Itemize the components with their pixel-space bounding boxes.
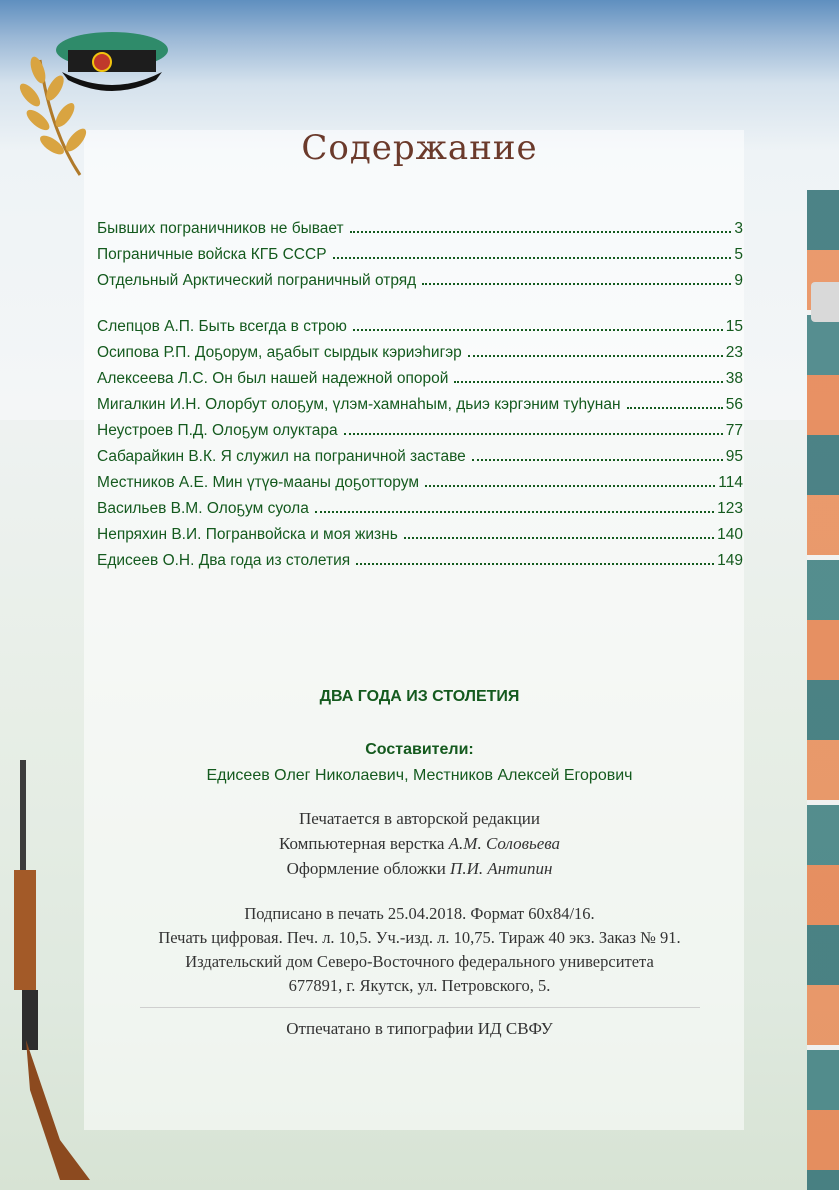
toc-entry-title: Сабарайкин В.К. Я служил на пограничной заставе	[97, 448, 466, 465]
toc-entry-page: 15	[725, 318, 743, 335]
toc-entry-page: 114	[718, 474, 743, 491]
toc-entry[interactable]	[97, 272, 743, 298]
toc-group-gap	[97, 298, 743, 318]
toc-leader	[353, 329, 723, 331]
edition-line: Печатается в авторской редакции	[298, 809, 541, 828]
toc-entry-title: Неустроев П.Д. Олоҕум олуктара	[97, 422, 338, 439]
toc-entry-title: Местников А.Е. Мин үтүө-мааны доҕотторум	[97, 474, 419, 491]
toc-entry[interactable]	[97, 474, 743, 500]
compilers-label: Составители:	[365, 741, 474, 758]
toc-entry[interactable]	[97, 526, 743, 552]
imprint-line: Подписано в печать 25.04.2018. Формат 60х84/16.	[244, 904, 595, 923]
imprint-line: 677891, г. Якутск, ул. Петровского, 5.	[288, 976, 551, 995]
toc-entry-page: 5	[734, 246, 743, 263]
toc-entry-page: 9	[734, 272, 743, 289]
toc-leader	[422, 283, 731, 285]
toc-entry[interactable]	[97, 370, 743, 396]
toc-entry-title: Алексеева Л.С. Он был нашей надежной опорой	[97, 370, 449, 387]
page-title: Содержание	[301, 128, 538, 168]
toc-leader	[356, 563, 714, 565]
toc-entry-title: Бывших пограничников не бывает	[97, 220, 344, 237]
edition-line	[0, 831, 839, 856]
toc-entry-title: Пограничные войска КГБ СССР	[97, 246, 327, 263]
toc-entry-page: 95	[725, 448, 743, 465]
toc-entry-title: Васильев В.М. Олоҕум суола	[97, 500, 309, 517]
layout-designer-name: А.М. Соловьева	[448, 834, 561, 853]
printed-at: Отпечатано в типографии ИД СВФУ	[286, 1019, 553, 1038]
edition-line	[0, 856, 839, 881]
toc-entry-title: Мигалкин И.Н. Олорбут олоҕум, үлэм-хамнаһым, дьиэ кэргэним туһунан	[97, 396, 621, 413]
toc-entry[interactable]	[97, 220, 743, 246]
toc-entry[interactable]	[97, 344, 743, 370]
toc-entry-title: Слепцов А.П. Быть всегда в строю	[97, 318, 347, 335]
toc-leader	[627, 407, 723, 409]
toc-entry-page: 3	[734, 220, 743, 237]
toc-entry[interactable]	[97, 396, 743, 422]
toc-leader	[315, 511, 714, 513]
toc-entry-title: Едисеев О.Н. Два года из столетия	[97, 552, 351, 569]
toc-entry-page: 38	[725, 370, 743, 387]
cover-label: Оформление обложки	[286, 859, 446, 878]
toc-entry-page: 23	[725, 344, 743, 361]
toc-entry[interactable]	[97, 422, 743, 448]
toc-entry-page: 140	[717, 526, 743, 543]
toc-entry-title: Отдельный Арктический пограничный отряд	[97, 272, 417, 289]
toc-entry-page: 77	[725, 422, 743, 439]
toc-entry[interactable]	[97, 246, 743, 272]
toc-entry-page: 56	[725, 396, 743, 413]
imprint-line: Издательский дом Северо-Восточного федерального университета	[185, 952, 654, 971]
divider	[140, 1007, 700, 1008]
toc-entry[interactable]	[97, 500, 743, 526]
toc-leader	[333, 257, 732, 259]
toc-entry-title: Осипова Р.П. Доҕорум, аҕабыт сырдык кэриэһигэр	[97, 344, 462, 361]
toc-entry-page: 123	[717, 500, 743, 517]
toc-entry-page: 149	[717, 552, 743, 569]
table-of-contents	[97, 220, 743, 578]
toc-leader	[425, 485, 715, 487]
imprint-info	[0, 902, 839, 998]
toc-entry[interactable]	[97, 552, 743, 578]
toc-entry[interactable]	[97, 318, 743, 344]
toc-entry[interactable]	[97, 448, 743, 474]
toc-leader	[468, 355, 723, 357]
toc-leader	[404, 537, 714, 539]
cover-designer-name: П.И. Антипин	[450, 859, 553, 878]
toc-leader	[454, 381, 722, 383]
edition-info	[0, 806, 839, 881]
toc-leader	[350, 231, 732, 233]
book-title: ДВА ГОДА ИЗ СТОЛЕТИЯ	[319, 688, 520, 705]
toc-entry-title: Непряхин В.И. Погранвойска и моя жизнь	[97, 526, 398, 543]
layout-label: Компьютерная верстка	[278, 834, 445, 853]
imprint-line: Печать цифровая. Печ. л. 10,5. Уч.-изд. л. 10,75. Тираж 40 экз. Заказ № 91.	[158, 928, 681, 947]
border-post-emblem-icon	[811, 282, 839, 322]
border-guard-cap-icon	[52, 28, 172, 98]
toc-leader	[472, 459, 723, 461]
toc-leader	[344, 433, 723, 435]
compilers-names: Едисеев Олег Николаевич, Местников Алексей Егорович	[206, 767, 633, 784]
